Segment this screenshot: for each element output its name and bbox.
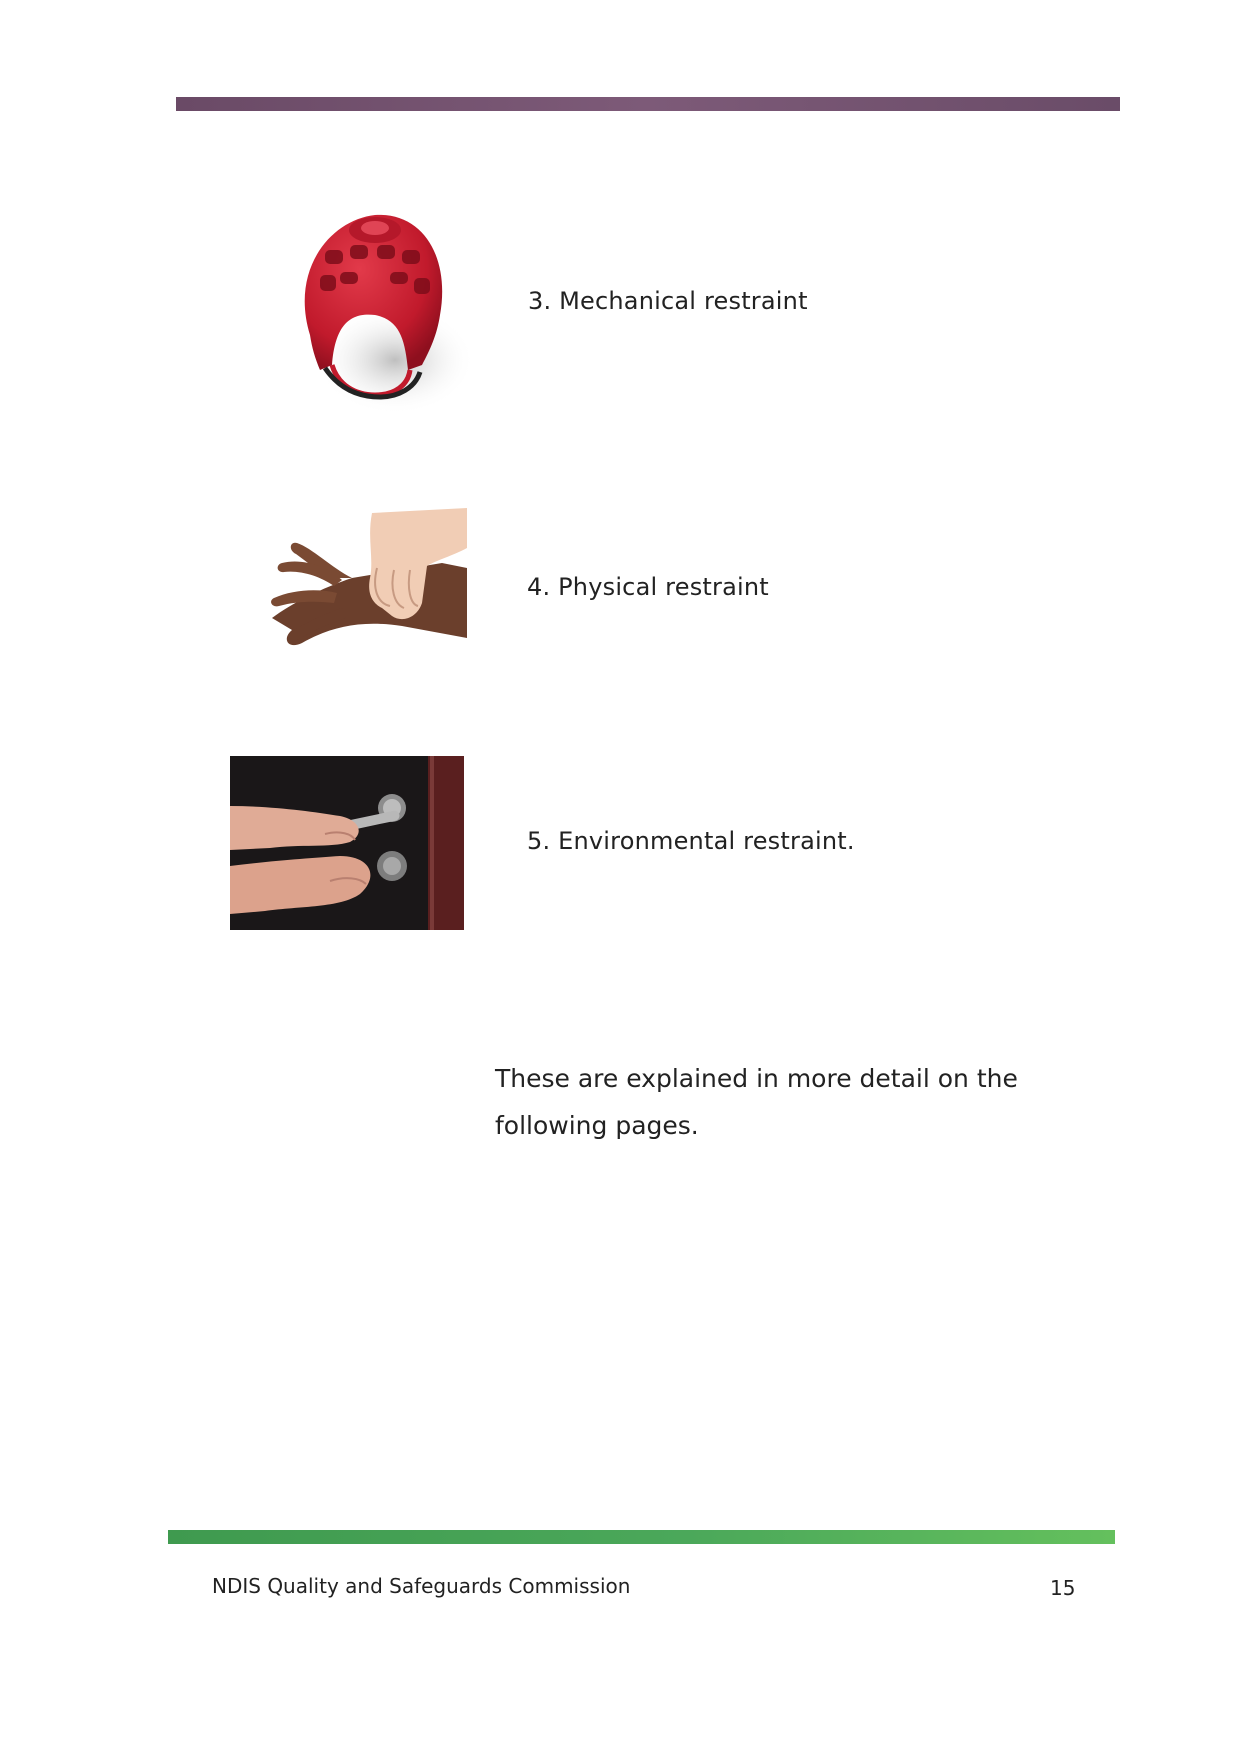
top-divider [176,97,1120,111]
helmet-picture [280,200,480,425]
door-lock-picture [230,756,464,930]
bottom-divider [168,1530,1115,1544]
item-label-environmental: 5. Environmental restraint. [527,827,855,855]
item-label-mechanical: 3. Mechanical restraint [528,287,808,315]
hand-grip-picture [242,508,467,668]
explanation-note: These are explained in more detail on the following pages. [495,1064,1018,1140]
page-number: 15 [1050,1576,1076,1600]
item-label-physical: 4. Physical restraint [527,573,769,601]
footer-organisation: NDIS Quality and Safeguards Commission [212,1574,631,1598]
